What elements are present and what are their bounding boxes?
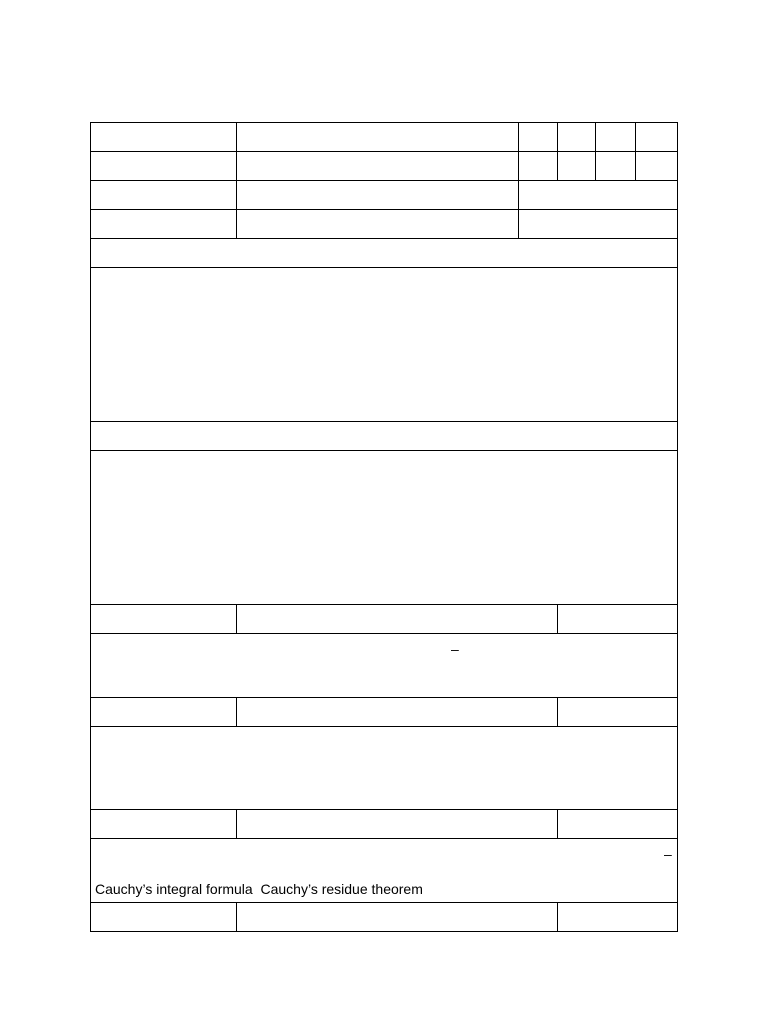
topics-line bbox=[95, 881, 423, 897]
unit-hours-cell bbox=[558, 698, 678, 727]
topic-separator bbox=[253, 881, 261, 897]
section-body-cell bbox=[91, 268, 678, 422]
unit-body-cell bbox=[91, 727, 678, 810]
label-cell bbox=[91, 152, 237, 181]
dash-mark: – bbox=[451, 641, 459, 657]
unit-body-cell bbox=[91, 634, 678, 698]
unit-body-row bbox=[91, 727, 678, 810]
side-cell bbox=[519, 210, 678, 239]
topic-cauchy-integral-formula: Cauchy’s integral formula bbox=[95, 881, 253, 897]
unit-header-row bbox=[91, 698, 678, 727]
unit-hours-cell bbox=[558, 903, 678, 932]
unit-title-cell bbox=[237, 810, 558, 839]
unit-hours-cell bbox=[558, 810, 678, 839]
topic-cauchy-residue-theorem: Cauchy’s residue theorem bbox=[260, 881, 423, 897]
unit-number-cell bbox=[91, 903, 237, 932]
unit-title-cell bbox=[237, 903, 558, 932]
credit-cell bbox=[519, 152, 558, 181]
credit-cell bbox=[636, 123, 678, 152]
section-body-row bbox=[91, 451, 678, 605]
unit-title-cell bbox=[237, 605, 558, 634]
label-cell bbox=[91, 181, 237, 210]
unit-title-cell bbox=[237, 698, 558, 727]
credit-cell bbox=[596, 123, 636, 152]
unit-number-cell bbox=[91, 698, 237, 727]
unit-hours-cell bbox=[558, 605, 678, 634]
section-heading-row bbox=[91, 239, 678, 268]
unit-header-row bbox=[91, 903, 678, 932]
course-table bbox=[90, 122, 678, 932]
unit-number-cell bbox=[91, 810, 237, 839]
credit-cell bbox=[558, 123, 596, 152]
section-body-row bbox=[91, 268, 678, 422]
header-row-3 bbox=[91, 181, 678, 210]
value-cell bbox=[237, 152, 519, 181]
credit-cell bbox=[596, 152, 636, 181]
value-cell bbox=[237, 123, 519, 152]
section-body-cell bbox=[91, 451, 678, 605]
section-heading-cell bbox=[91, 239, 678, 268]
credit-cell bbox=[519, 123, 558, 152]
header-row-1 bbox=[91, 123, 678, 152]
unit-body-row bbox=[91, 634, 678, 698]
header-row-2 bbox=[91, 152, 678, 181]
label-cell bbox=[91, 123, 237, 152]
unit-body-cell bbox=[91, 839, 678, 903]
dash-mark: – bbox=[664, 846, 672, 862]
credit-cell bbox=[558, 152, 596, 181]
section-heading-cell bbox=[91, 422, 678, 451]
value-cell bbox=[237, 210, 519, 239]
label-cell bbox=[91, 210, 237, 239]
section-heading-row bbox=[91, 422, 678, 451]
unit-header-row bbox=[91, 810, 678, 839]
unit-header-row bbox=[91, 605, 678, 634]
unit-body-row bbox=[91, 839, 678, 903]
unit-number-cell bbox=[91, 605, 237, 634]
side-cell bbox=[519, 181, 678, 210]
value-cell bbox=[237, 181, 519, 210]
header-row-4 bbox=[91, 210, 678, 239]
credit-cell bbox=[636, 152, 678, 181]
